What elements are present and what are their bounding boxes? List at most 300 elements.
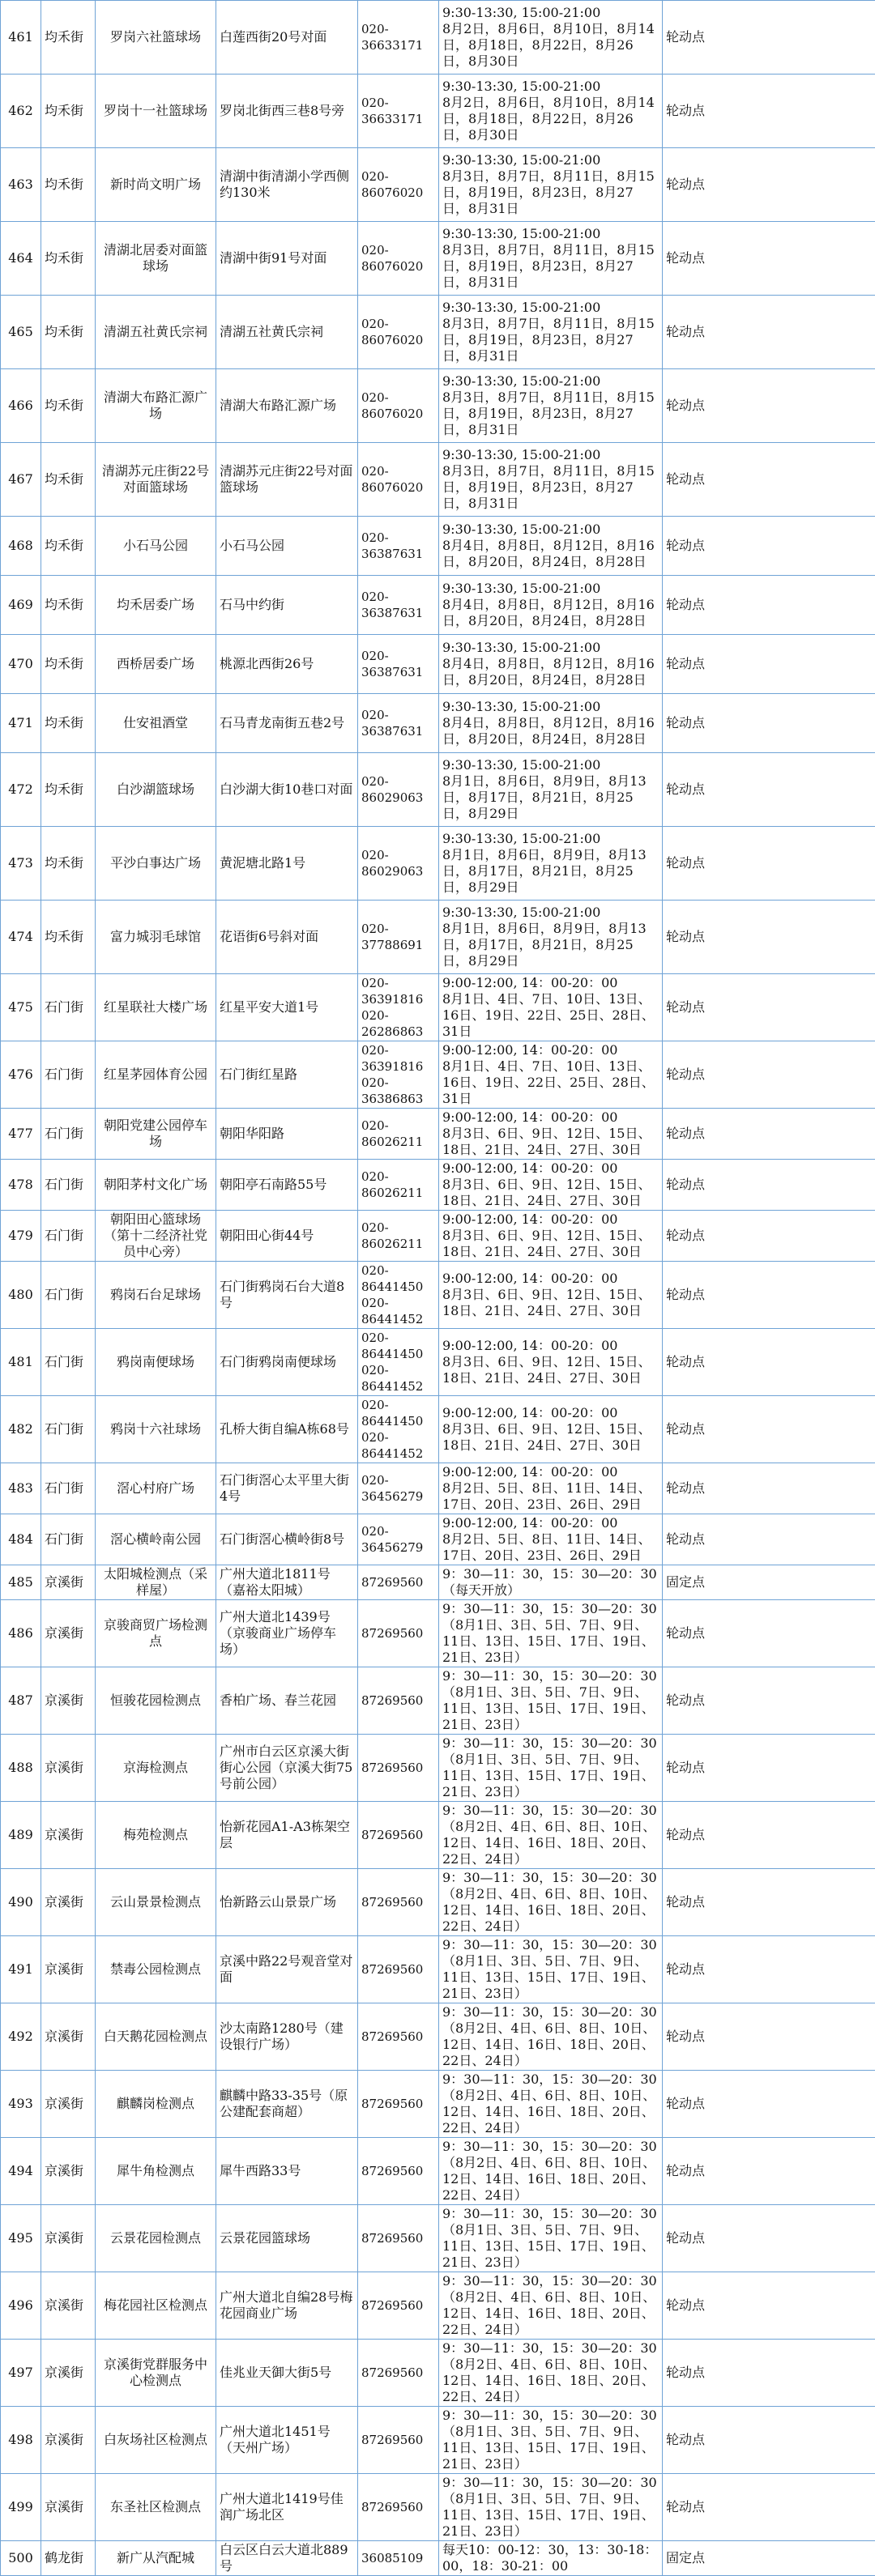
cell-open-time: 9:30-13:30, 15:00-21:00 8月1日，8月6日，8月9日，8月13日，8月17日，8月21日，8月25日，8月29日	[439, 827, 663, 901]
cell-street: 均禾街	[41, 296, 96, 369]
cell-number: 466	[1, 369, 41, 443]
cell-open-time: 9:30-13:30, 15:00-21:00 8月1日，8月6日，8月9日，8月13日，8月17日，8月21日，8月25日，8月29日	[439, 901, 663, 974]
cell-site-type: 轮动点	[663, 974, 875, 1041]
table-row	[1, 635, 875, 694]
cell-address: 朝阳亭石南路55号	[216, 1160, 358, 1211]
cell-site-name: 梅苑检测点	[96, 1802, 216, 1869]
cell-number: 481	[1, 1329, 41, 1396]
cell-phone: 020-86076020	[358, 296, 439, 369]
cell-number: 476	[1, 1041, 41, 1109]
cell-open-time: 9：30—11：30，15：30—20：30（每天开放）	[439, 1565, 663, 1600]
cell-number: 486	[1, 1600, 41, 1667]
cell-address: 桃源北西街26号	[216, 635, 358, 694]
table-row	[1, 1667, 875, 1735]
cell-open-time: 9:00-12:00, 14：00-20：00 8月1日、4日、7日、10日、13日、16日、19日、22日、25日、28日、31日	[439, 1041, 663, 1109]
cell-site-type: 轮动点	[663, 2340, 875, 2407]
cell-number: 482	[1, 1396, 41, 1463]
cell-street: 均禾街	[41, 369, 96, 443]
cell-open-time: 9:30-13:30, 15:00-21:00 8月3日，8月7日，8月11日，8月15日，8月19日，8月23日，8月27日，8月31日	[439, 369, 663, 443]
cell-address: 石马青龙南街五巷2号	[216, 694, 358, 753]
cell-number: 485	[1, 1565, 41, 1600]
cell-address: 石门街红星路	[216, 1041, 358, 1109]
cell-open-time: 9：30—11：30，15：30—20：30（8月2日、4日、6日、8日、10日、12日、14日、16日、18日、20日、22日、24日）	[439, 2071, 663, 2138]
cell-number: 494	[1, 2138, 41, 2205]
cell-number: 473	[1, 827, 41, 901]
table-row	[1, 2272, 875, 2340]
cell-number: 483	[1, 1463, 41, 1514]
cell-address: 石门街滘心横岭街8号	[216, 1514, 358, 1565]
table-row	[1, 1329, 875, 1396]
cell-phone: 87269560	[358, 1600, 439, 1667]
cell-phone: 36085109	[358, 2541, 439, 2576]
cell-address: 石门街鸦岗石台大道8号	[216, 1262, 358, 1329]
cell-site-type: 轮动点	[663, 1, 875, 75]
cell-open-time: 9：30—11：30，15：30—20：30（8月1日、3日、5日、7日、9日、11日、13日、15日、17日、19日、21日、23日）	[439, 2205, 663, 2272]
cell-site-type: 轮动点	[663, 1514, 875, 1565]
cell-address: 广州大道北1439号（京骏商业广场停车场）	[216, 1600, 358, 1667]
cell-address: 白云区白云大道北889号	[216, 2541, 358, 2576]
cell-open-time: 9:30-13:30, 15:00-21:00 8月4日，8月8日，8月12日，8月16日，8月20日，8月24日，8月28日	[439, 694, 663, 753]
cell-open-time: 9:00-12:00, 14：00-20：00 8月2日、5日、8日、11日、14日、17日、20日、23日、26日、29日	[439, 1463, 663, 1514]
cell-address: 广州大道北自编28号梅花园商业广场	[216, 2272, 358, 2340]
cell-street: 均禾街	[41, 148, 96, 222]
cell-open-time: 9:00-12:00, 14：00-20：00 8月3日、6日、9日、12日、15日、18日、21日、24日、27日、30日	[439, 1329, 663, 1396]
table-row	[1, 753, 875, 827]
cell-site-type: 轮动点	[663, 694, 875, 753]
cell-site-type: 轮动点	[663, 2272, 875, 2340]
cell-street: 石门街	[41, 1262, 96, 1329]
table-row	[1, 1869, 875, 1936]
cell-number: 491	[1, 1936, 41, 2003]
cell-open-time: 9:30-13:30, 15:00-21:00 8月4日，8月8日，8月12日，8月16日，8月20日，8月24日，8月28日	[439, 576, 663, 635]
cell-site-type: 轮动点	[663, 1262, 875, 1329]
cell-site-type: 轮动点	[663, 1109, 875, 1160]
cell-street: 京溪街	[41, 1600, 96, 1667]
cell-number: 495	[1, 2205, 41, 2272]
cell-site-name: 红星联社大楼广场	[96, 974, 216, 1041]
cell-site-name: 云景花园检测点	[96, 2205, 216, 2272]
table-row	[1, 1565, 875, 1600]
cell-site-name: 红星茅园体育公园	[96, 1041, 216, 1109]
cell-phone: 020-86076020	[358, 369, 439, 443]
cell-open-time: 9:30-13:30, 15:00-21:00 8月4日，8月8日，8月12日，8月16日，8月20日，8月24日，8月28日	[439, 635, 663, 694]
cell-number: 488	[1, 1735, 41, 1802]
cell-number: 467	[1, 443, 41, 517]
cell-address: 罗岗北街西三巷8号旁	[216, 75, 358, 148]
cell-address: 花语街6号斜对面	[216, 901, 358, 974]
cell-street: 京溪街	[41, 1565, 96, 1600]
cell-street: 京溪街	[41, 2138, 96, 2205]
cell-number: 500	[1, 2541, 41, 2576]
cell-open-time: 9：30—11：30，15：30—20：30（8月1日、3日、5日、7日、9日、11日、13日、15日、17日、19日、21日、23日）	[439, 1936, 663, 2003]
cell-street: 均禾街	[41, 694, 96, 753]
cell-phone: 87269560	[358, 2138, 439, 2205]
cell-number: 472	[1, 753, 41, 827]
cell-site-type: 轮动点	[663, 2205, 875, 2272]
cell-address: 广州市白云区京溪大街街心公园（京溪大街75号前公园）	[216, 1735, 358, 1802]
cell-phone: 87269560	[358, 2272, 439, 2340]
cell-site-name: 罗岗十一社篮球场	[96, 75, 216, 148]
cell-site-type: 固定点	[663, 1565, 875, 1600]
cell-site-name: 恒骏花园检测点	[96, 1667, 216, 1735]
table-row	[1, 443, 875, 517]
cell-site-name: 白灰场社区检测点	[96, 2407, 216, 2474]
cell-street: 京溪街	[41, 1735, 96, 1802]
cell-site-type: 轮动点	[663, 827, 875, 901]
cell-number: 489	[1, 1802, 41, 1869]
cell-open-time: 9：30—11：30，15：30—20：30（8月2日、4日、6日、8日、10日、12日、14日、16日、18日、20日、22日、24日）	[439, 2272, 663, 2340]
cell-site-name: 仕安祖酒堂	[96, 694, 216, 753]
cell-street: 京溪街	[41, 1802, 96, 1869]
table-row	[1, 901, 875, 974]
cell-street: 京溪街	[41, 2340, 96, 2407]
cell-site-type: 轮动点	[663, 222, 875, 296]
cell-address: 石门街滘心太平里大街4号	[216, 1463, 358, 1514]
cell-street: 石门街	[41, 1514, 96, 1565]
cell-address: 石门街鸦岗南便球场	[216, 1329, 358, 1396]
cell-site-type: 轮动点	[663, 296, 875, 369]
cell-address: 沙太南路1280号（建设银行广场）	[216, 2003, 358, 2071]
cell-site-type: 轮动点	[663, 1600, 875, 1667]
cell-street: 均禾街	[41, 635, 96, 694]
cell-site-name: 禁毒公园检测点	[96, 1936, 216, 2003]
cell-phone: 020-36391816 020-36386863	[358, 1041, 439, 1109]
table-row	[1, 1802, 875, 1869]
cell-address: 清湖五社黄氏宗祠	[216, 296, 358, 369]
table-row	[1, 974, 875, 1041]
cell-site-name: 梅花园社区检测点	[96, 2272, 216, 2340]
table-row	[1, 827, 875, 901]
cell-site-type: 轮动点	[663, 1329, 875, 1396]
table-row	[1, 148, 875, 222]
cell-number: 463	[1, 148, 41, 222]
cell-phone: 020-86026211	[358, 1211, 439, 1262]
cell-open-time: 9:00-12:00, 14：00-20：00 8月1日、4日、7日、10日、13日、16日、19日、22日、25日、28日、31日	[439, 974, 663, 1041]
cell-number: 478	[1, 1160, 41, 1211]
cell-number: 477	[1, 1109, 41, 1160]
cell-number: 497	[1, 2340, 41, 2407]
cell-street: 均禾街	[41, 576, 96, 635]
cell-site-name: 平沙白事达广场	[96, 827, 216, 901]
cell-site-type: 轮动点	[663, 75, 875, 148]
cell-phone: 87269560	[358, 2071, 439, 2138]
cell-number: 499	[1, 2474, 41, 2541]
cell-number: 492	[1, 2003, 41, 2071]
cell-open-time: 9:00-12:00, 14：00-20：00 8月3日、6日、9日、12日、15日、18日、21日、24日、27日、30日	[439, 1211, 663, 1262]
cell-site-type: 轮动点	[663, 1936, 875, 2003]
table-row	[1, 2340, 875, 2407]
cell-number: 484	[1, 1514, 41, 1565]
cell-site-name: 西桥居委广场	[96, 635, 216, 694]
cell-open-time: 9：30—11：30，15：30—20：30（8月2日、4日、6日、8日、10日、12日、14日、16日、18日、20日、22日、24日）	[439, 1869, 663, 1936]
cell-street: 京溪街	[41, 2071, 96, 2138]
cell-street: 均禾街	[41, 75, 96, 148]
cell-address: 孔桥大街自编A栋68号	[216, 1396, 358, 1463]
cell-site-name: 麒麟岗检测点	[96, 2071, 216, 2138]
cell-address: 京溪中路22号观音堂对面	[216, 1936, 358, 2003]
table-row	[1, 2541, 875, 2576]
table-row	[1, 1936, 875, 2003]
cell-number: 496	[1, 2272, 41, 2340]
cell-phone: 020-86076020	[358, 443, 439, 517]
cell-street: 京溪街	[41, 1667, 96, 1735]
cell-site-name: 京海检测点	[96, 1735, 216, 1802]
cell-address: 朝阳田心街44号	[216, 1211, 358, 1262]
cell-site-name: 新时尚文明广场	[96, 148, 216, 222]
cell-address: 怡新花园A1-A3栋架空层	[216, 1802, 358, 1869]
cell-open-time: 9：30—11：30，15：30—20：30（8月2日、4日、6日、8日、10日、12日、14日、16日、18日、20日、22日、24日）	[439, 1802, 663, 1869]
cell-street: 京溪街	[41, 1936, 96, 2003]
cell-phone: 87269560	[358, 1936, 439, 2003]
cell-open-time: 9:00-12:00, 14：00-20：00 8月3日、6日、9日、12日、15日、18日、21日、24日、27日、30日	[439, 1160, 663, 1211]
cell-open-time: 9:00-12:00, 14：00-20：00 8月3日、6日、9日、12日、15日、18日、21日、24日、27日、30日	[439, 1396, 663, 1463]
table-row	[1, 1396, 875, 1463]
cell-phone: 020-36387631	[358, 694, 439, 753]
table-row	[1, 2407, 875, 2474]
cell-site-type: 轮动点	[663, 753, 875, 827]
cell-phone: 020-86441450 020-86441452	[358, 1396, 439, 1463]
cell-street: 石门街	[41, 1463, 96, 1514]
cell-site-name: 白沙湖篮球场	[96, 753, 216, 827]
cell-open-time: 9:00-12:00, 14：00-20：00 8月3日、6日、9日、12日、15日、18日、21日、24日、27日、30日	[439, 1109, 663, 1160]
cell-site-type: 轮动点	[663, 1735, 875, 1802]
cell-address: 清湖大布路汇源广场	[216, 369, 358, 443]
cell-phone: 020-86441450 020-86441452	[358, 1262, 439, 1329]
cell-street: 京溪街	[41, 2474, 96, 2541]
table-row	[1, 1109, 875, 1160]
cell-address: 怡新路云山景景广场	[216, 1869, 358, 1936]
cell-phone: 020-86441450 020-86441452	[358, 1329, 439, 1396]
cell-street: 均禾街	[41, 517, 96, 576]
cell-open-time: 9:00-12:00, 14：00-20：00 8月3日、6日、9日、12日、15日、18日、21日、24日、27日、30日	[439, 1262, 663, 1329]
cell-site-name: 白天鹅花园检测点	[96, 2003, 216, 2071]
cell-phone: 020-36391816 020-26286863	[358, 974, 439, 1041]
cell-number: 498	[1, 2407, 41, 2474]
cell-street: 石门街	[41, 1211, 96, 1262]
cell-number: 464	[1, 222, 41, 296]
table-row	[1, 1041, 875, 1109]
cell-number: 479	[1, 1211, 41, 1262]
cell-phone: 87269560	[358, 1869, 439, 1936]
cell-site-name: 东圣社区检测点	[96, 2474, 216, 2541]
cell-site-name: 清湖五社黄氏宗祠	[96, 296, 216, 369]
cell-number: 487	[1, 1667, 41, 1735]
cell-site-type: 轮动点	[663, 1041, 875, 1109]
cell-site-type: 轮动点	[663, 2003, 875, 2071]
table-row	[1, 296, 875, 369]
cell-site-name: 清湖大布路汇源广场	[96, 369, 216, 443]
cell-number: 480	[1, 1262, 41, 1329]
cell-address: 香柏广场、春兰花园	[216, 1667, 358, 1735]
cell-street: 均禾街	[41, 222, 96, 296]
cell-address: 白莲西街20号对面	[216, 1, 358, 75]
cell-site-type: 轮动点	[663, 148, 875, 222]
cell-open-time: 9:30-13:30, 15:00-21:00 8月3日，8月7日，8月11日，8月15日，8月19日，8月23日，8月27日，8月31日	[439, 148, 663, 222]
table-row	[1, 694, 875, 753]
cell-site-type: 轮动点	[663, 1667, 875, 1735]
cell-phone: 87269560	[358, 1667, 439, 1735]
cell-street: 石门街	[41, 1329, 96, 1396]
table-row	[1, 517, 875, 576]
cell-phone: 020-36387631	[358, 517, 439, 576]
cell-street: 石门街	[41, 1160, 96, 1211]
cell-number: 493	[1, 2071, 41, 2138]
cell-open-time: 9:30-13:30, 15:00-21:00 8月4日，8月8日，8月12日，8月16日，8月20日，8月24日，8月28日	[439, 517, 663, 576]
cell-address: 朝阳华阳路	[216, 1109, 358, 1160]
cell-site-name: 太阳城检测点（采样屋）	[96, 1565, 216, 1600]
cell-phone: 87269560	[358, 1802, 439, 1869]
cell-phone: 020-36456279	[358, 1463, 439, 1514]
cell-site-name: 滘心村府广场	[96, 1463, 216, 1514]
cell-open-time: 9：30—11：30，15：30—20：30（8月2日、4日、6日、8日、10日、12日、14日、16日、18日、20日、22日、24日）	[439, 2340, 663, 2407]
table-row	[1, 1262, 875, 1329]
cell-number: 468	[1, 517, 41, 576]
table-row	[1, 1735, 875, 1802]
cell-site-type: 轮动点	[663, 2071, 875, 2138]
cell-phone: 87269560	[358, 2340, 439, 2407]
cell-address: 白沙湖大街10巷口对面	[216, 753, 358, 827]
cell-phone: 87269560	[358, 2003, 439, 2071]
cell-site-type: 轮动点	[663, 901, 875, 974]
cell-street: 京溪街	[41, 2272, 96, 2340]
cell-address: 云景花园篮球场	[216, 2205, 358, 2272]
cell-street: 京溪街	[41, 2407, 96, 2474]
cell-site-type: 轮动点	[663, 1211, 875, 1262]
cell-open-time: 9:30-13:30, 15:00-21:00 8月3日，8月7日，8月11日，8月15日，8月19日，8月23日，8月27日，8月31日	[439, 222, 663, 296]
cell-open-time: 9:30-13:30, 15:00-21:00 8月3日，8月7日，8月11日，8月15日，8月19日，8月23日，8月27日，8月31日	[439, 443, 663, 517]
cell-phone: 87269560	[358, 2205, 439, 2272]
cell-site-name: 京溪街党群服务中心检测点	[96, 2340, 216, 2407]
cell-address: 清湖苏元庄街22号对面篮球场	[216, 443, 358, 517]
cell-address: 清湖中街清湖小学西侧约130米	[216, 148, 358, 222]
cell-open-time: 9：30—11：30，15：30—20：30（8月1日、3日、5日、7日、9日、11日、13日、15日、17日、19日、21日、23日）	[439, 2474, 663, 2541]
cell-site-name: 鸦岗南便球场	[96, 1329, 216, 1396]
cell-address: 广州大道北1811号（嘉裕太阳城）	[216, 1565, 358, 1600]
cell-site-type: 轮动点	[663, 517, 875, 576]
cell-phone: 020-36456279	[358, 1514, 439, 1565]
table-body	[1, 1, 875, 2576]
cell-site-name: 鸦岗十六社球场	[96, 1396, 216, 1463]
cell-open-time: 9：30—11：30，15：30—20：30（8月2日、4日、6日、8日、10日、12日、14日、16日、18日、20日、22日、24日）	[439, 2138, 663, 2205]
cell-open-time: 9：30—11：30，15：30—20：30（8月1日、3日、5日、7日、9日、11日、13日、15日、17日、19日、21日、23日）	[439, 1735, 663, 1802]
cell-open-time: 9:00-12:00, 14：00-20：00 8月2日、5日、8日、11日、14日、17日、20日、23日、26日、29日	[439, 1514, 663, 1565]
cell-address: 红星平安大道1号	[216, 974, 358, 1041]
cell-address: 广州大道北1451号（天州广场）	[216, 2407, 358, 2474]
cell-phone: 87269560	[358, 1565, 439, 1600]
cell-site-type: 轮动点	[663, 2474, 875, 2541]
cell-phone: 020-36387631	[358, 635, 439, 694]
cell-address: 佳兆业天御大街5号	[216, 2340, 358, 2407]
cell-phone: 020-86029063	[358, 827, 439, 901]
table-row	[1, 1463, 875, 1514]
cell-street: 均禾街	[41, 443, 96, 517]
cell-site-name: 清湖北居委对面篮球场	[96, 222, 216, 296]
cell-number: 475	[1, 974, 41, 1041]
cell-site-type: 轮动点	[663, 2138, 875, 2205]
cell-open-time: 9:30-13:30, 15:00-21:00 8月1日，8月6日，8月9日，8月13日，8月17日，8月21日，8月25日，8月29日	[439, 753, 663, 827]
cell-street: 京溪街	[41, 1869, 96, 1936]
cell-phone: 020-86076020	[358, 148, 439, 222]
cell-site-name: 滘心横岭南公园	[96, 1514, 216, 1565]
cell-street: 均禾街	[41, 827, 96, 901]
cell-number: 471	[1, 694, 41, 753]
cell-phone: 020-86026211	[358, 1160, 439, 1211]
cell-number: 462	[1, 75, 41, 148]
table-row	[1, 2138, 875, 2205]
cell-number: 474	[1, 901, 41, 974]
cell-number: 490	[1, 1869, 41, 1936]
cell-site-type: 固定点	[663, 2541, 875, 2576]
cell-street: 石门街	[41, 1396, 96, 1463]
cell-address: 清湖中街91号对面	[216, 222, 358, 296]
cell-phone: 87269560	[358, 2407, 439, 2474]
cell-street: 均禾街	[41, 1, 96, 75]
cell-site-type: 轮动点	[663, 1463, 875, 1514]
cell-street: 石门街	[41, 1041, 96, 1109]
cell-site-name: 鸦岗石台足球场	[96, 1262, 216, 1329]
cell-number: 461	[1, 1, 41, 75]
cell-open-time: 9：30—11：30，15：30—20：30（8月1日、3日、5日、7日、9日、11日、13日、15日、17日、19日、21日、23日）	[439, 2407, 663, 2474]
cell-phone: 020-36387631	[358, 576, 439, 635]
cell-phone: 020-86026211	[358, 1109, 439, 1160]
cell-street: 均禾街	[41, 901, 96, 974]
cell-number: 470	[1, 635, 41, 694]
cell-site-name: 京骏商贸广场检测点	[96, 1600, 216, 1667]
cell-site-type: 轮动点	[663, 1160, 875, 1211]
cell-open-time: 9:30-13:30, 15:00-21:00 8月2日，8月6日，8月10日，8月14日，8月18日，8月22日，8月26日，8月30日	[439, 1, 663, 75]
cell-site-name: 均禾居委广场	[96, 576, 216, 635]
cell-site-type: 轮动点	[663, 369, 875, 443]
cell-phone: 87269560	[358, 1735, 439, 1802]
table-row	[1, 1514, 875, 1565]
cell-site-name: 罗岗六社篮球场	[96, 1, 216, 75]
cell-site-name: 犀牛角检测点	[96, 2138, 216, 2205]
cell-site-type: 轮动点	[663, 1869, 875, 1936]
cell-site-name: 新广从汽配城	[96, 2541, 216, 2576]
table-row	[1, 369, 875, 443]
cell-open-time: 9:30-13:30, 15:00-21:00 8月2日，8月6日，8月10日，8月14日，8月18日，8月22日，8月26日，8月30日	[439, 75, 663, 148]
cell-open-time: 每天10：00-12：30，13：30-18：00，18：30-21：00	[439, 2541, 663, 2576]
table-row	[1, 1211, 875, 1262]
table-row	[1, 2205, 875, 2272]
table-row	[1, 1160, 875, 1211]
cell-open-time: 9:30-13:30, 15:00-21:00 8月3日，8月7日，8月11日，8月15日，8月19日，8月23日，8月27日，8月31日	[439, 296, 663, 369]
cell-site-name: 清湖苏元庄街22号对面篮球场	[96, 443, 216, 517]
cell-address: 广州大道北1419号佳润广场北区	[216, 2474, 358, 2541]
cell-site-type: 轮动点	[663, 1802, 875, 1869]
cell-site-type: 轮动点	[663, 2407, 875, 2474]
cell-street: 京溪街	[41, 2205, 96, 2272]
cell-open-time: 9：30—11：30，15：30—20：30（8月1日、3日、5日、7日、9日、11日、13日、15日、17日、19日、21日、23日）	[439, 1600, 663, 1667]
table-row	[1, 2003, 875, 2071]
cell-phone: 87269560	[358, 2474, 439, 2541]
cell-street: 鹤龙街	[41, 2541, 96, 2576]
cell-phone: 020-36633171	[358, 1, 439, 75]
cell-site-type: 轮动点	[663, 635, 875, 694]
cell-address: 黄泥塘北路1号	[216, 827, 358, 901]
cell-open-time: 9：30—11：30，15：30—20：30（8月2日、4日、6日、8日、10日、12日、14日、16日、18日、20日、22日、24日）	[439, 2003, 663, 2071]
table-row	[1, 576, 875, 635]
table-row	[1, 2071, 875, 2138]
cell-site-name: 朝阳党建公园停车场	[96, 1109, 216, 1160]
cell-number: 465	[1, 296, 41, 369]
table-row	[1, 1, 875, 75]
cell-site-type: 轮动点	[663, 1396, 875, 1463]
cell-site-type: 轮动点	[663, 443, 875, 517]
cell-street: 京溪街	[41, 2003, 96, 2071]
cell-phone: 020-86076020	[358, 222, 439, 296]
cell-address: 麒麟中路33-35号（原公建配套商超）	[216, 2071, 358, 2138]
